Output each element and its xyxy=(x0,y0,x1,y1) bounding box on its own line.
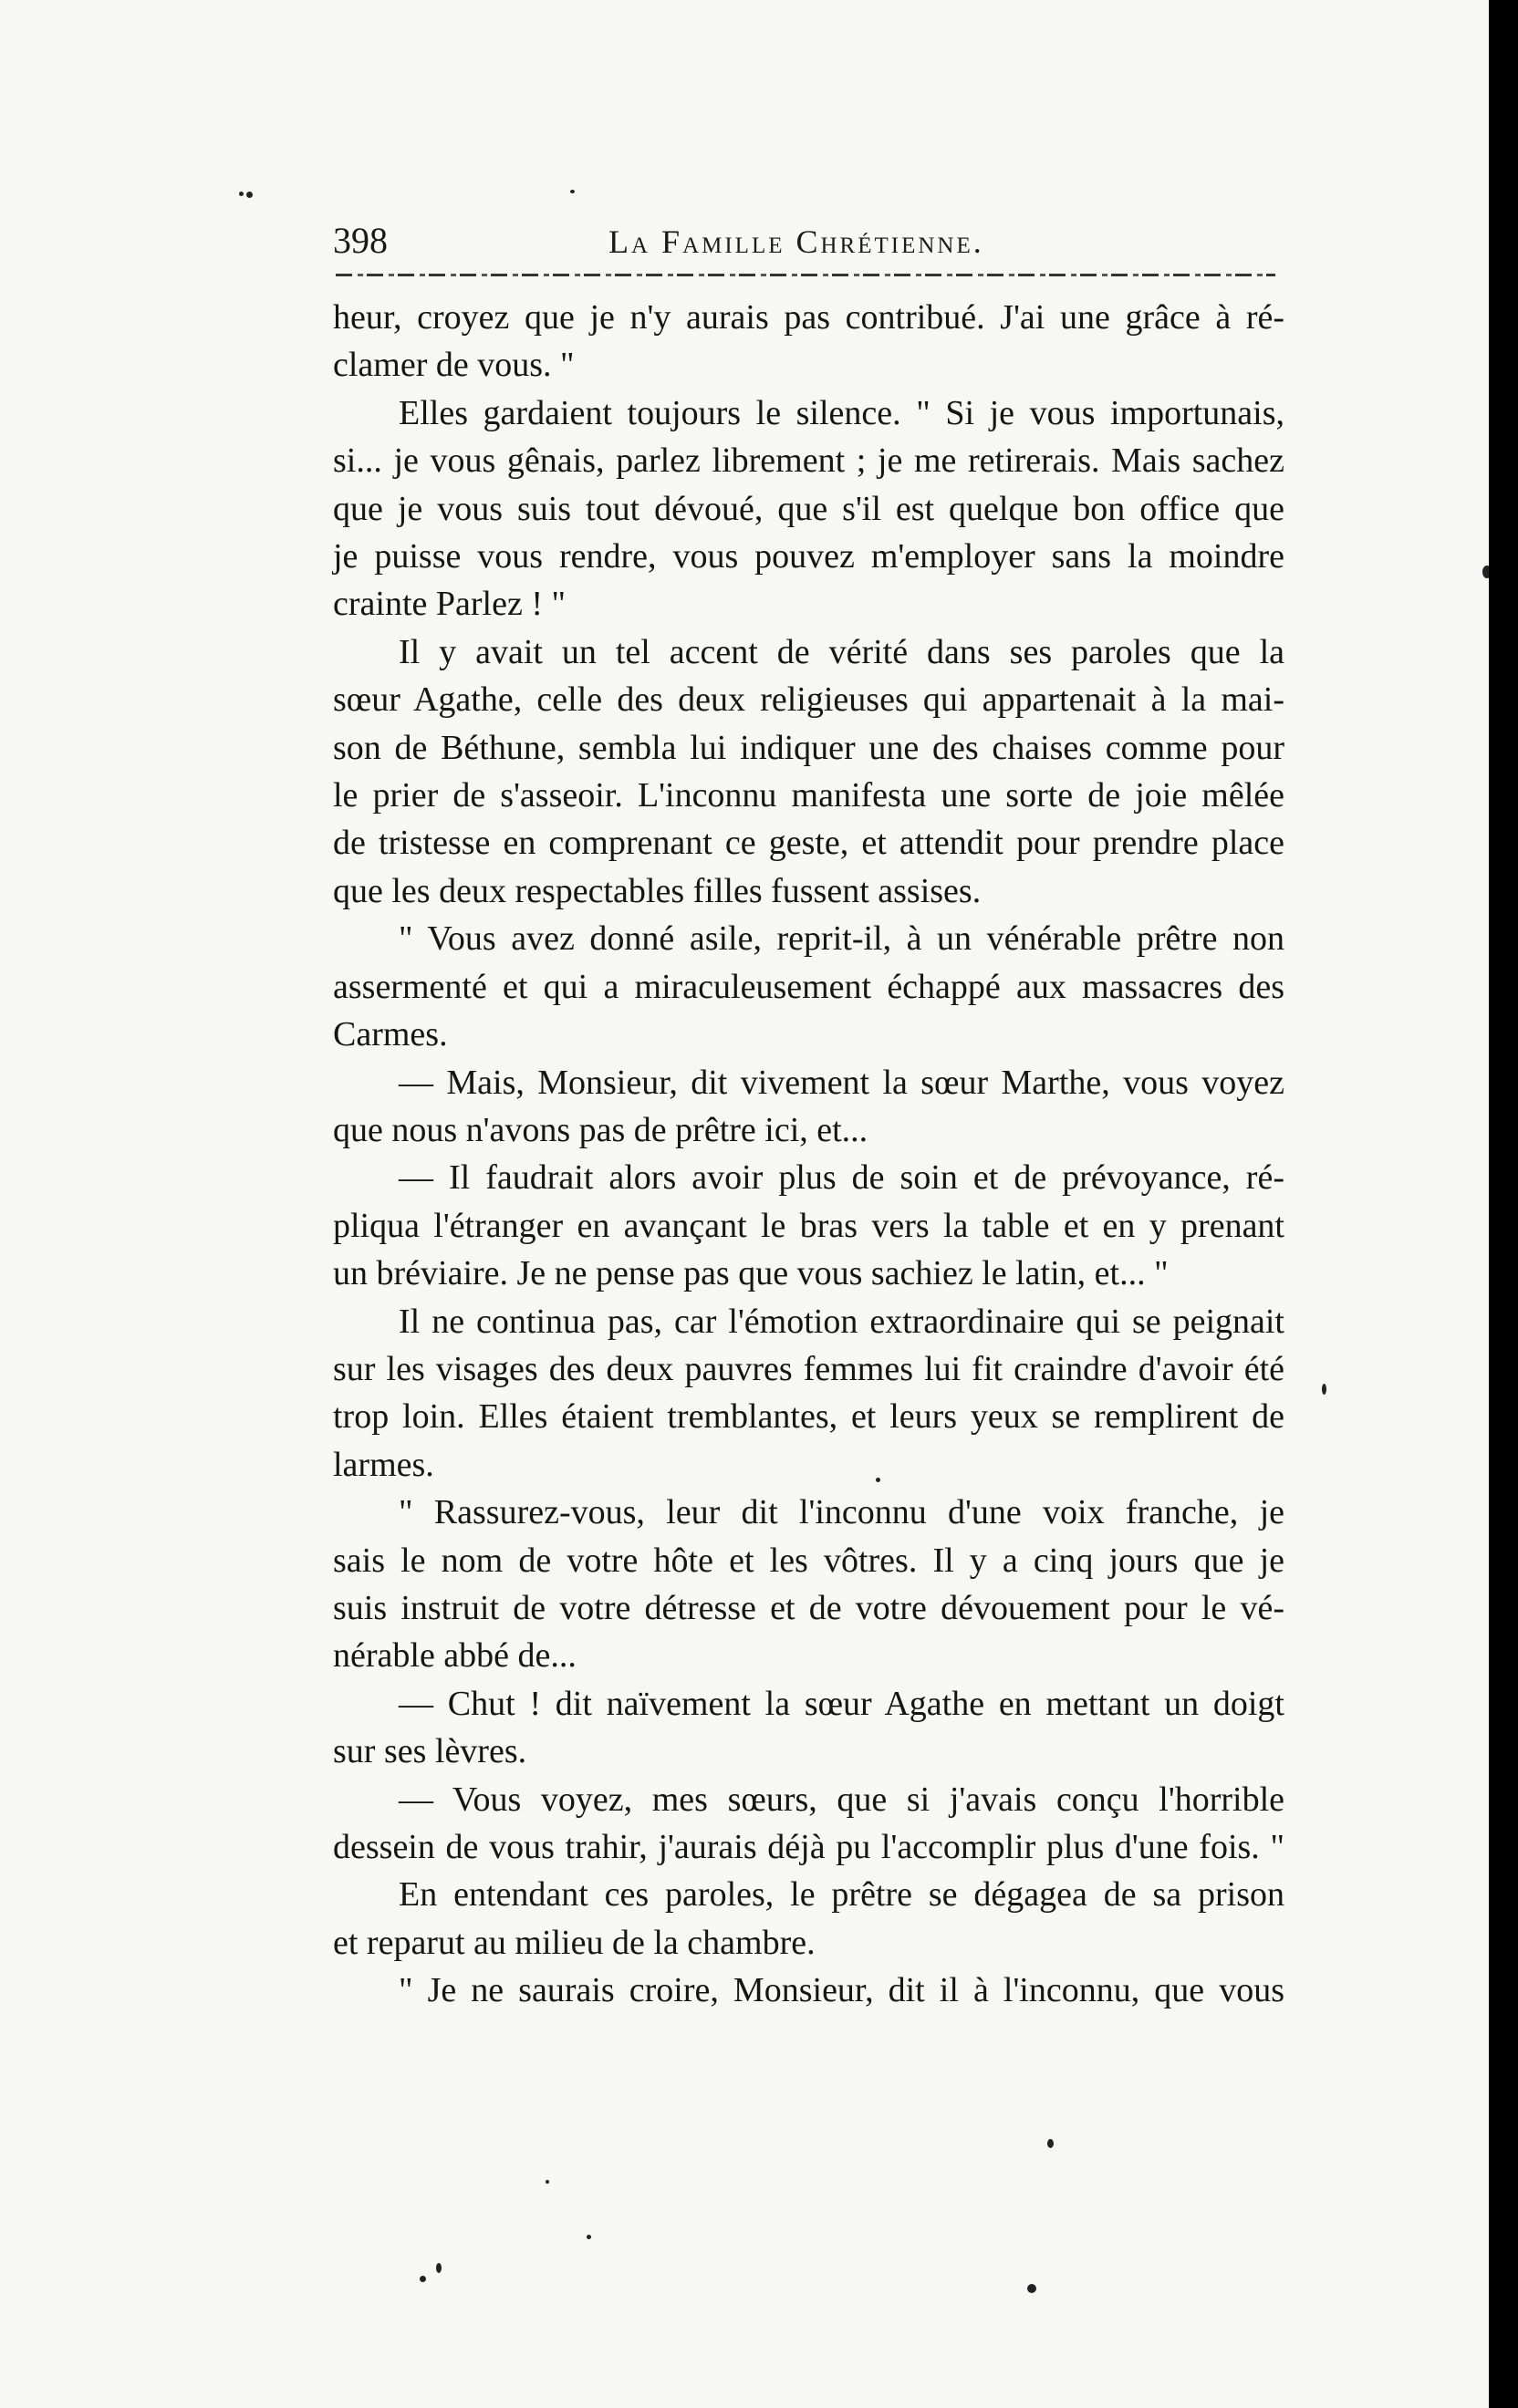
text-line: En entendant ces paroles, le prêtre se dégagea de sa prison xyxy=(399,1875,1284,1915)
text-line: sœur Agathe, celle des deux religieuses qui appartenait à la mai- xyxy=(333,680,1284,720)
text-line: " Vous avez donné asile, reprit-il, à un vénérable prêtre non xyxy=(399,919,1284,959)
ink-speck xyxy=(570,190,575,193)
ink-speck xyxy=(420,2276,426,2282)
text-line: de tristesse en comprenant ce geste, et attendit pour prendre place xyxy=(333,824,1284,863)
text-line: que nous n'avons pas de prêtre ici, et... xyxy=(333,1110,868,1149)
text-line: crainte Parlez ! " xyxy=(333,585,566,624)
text-line: — Chut ! dit naïvement la sœur Agathe en mettant un doigt xyxy=(399,1684,1284,1723)
ink-speck xyxy=(1047,2139,1054,2148)
text-line: — Mais, Monsieur, dit vivement la sœur Marthe, vous voyez xyxy=(399,1063,1284,1102)
ink-speck xyxy=(246,192,253,198)
text-line: — Vous voyez, mes sœurs, que si j'avais conçu l'horrible xyxy=(399,1780,1284,1819)
text-line: clamer de vous. " xyxy=(333,346,575,385)
text-line: " Je ne saurais croire, Monsieur, dit il à l'inconnu, que vous xyxy=(399,1971,1284,2010)
text-line: trop loin. Elles étaient tremblantes, et leurs yeux se remplirent de xyxy=(333,1397,1284,1437)
text-line: je puisse vous rendre, vous pouvez m'employer sans la moindre xyxy=(333,537,1284,576)
text-line: pliqua l'étranger en avançant le bras vers la table et en y prenant xyxy=(333,1206,1284,1245)
text-line: sur les visages des deux pauvres femmes lui fit craindre d'avoir été xyxy=(333,1349,1284,1388)
text-line: heur, croyez que je n'y aurais pas contribué. J'ai une grâce à ré- xyxy=(333,298,1284,337)
text-line: " Rassurez-vous, leur dit l'inconnu d'une voix franche, je xyxy=(399,1493,1284,1532)
body-text xyxy=(333,294,1284,2015)
text-line: suis instruit de votre détresse et de votre dévouement pour le vé- xyxy=(333,1588,1284,1627)
text-line: sur ses lèvres. xyxy=(333,1732,527,1771)
ink-speck xyxy=(1027,2284,1036,2293)
text-line: Carmes. xyxy=(333,1015,448,1054)
text-line: Elles gardaient toujours le silence. " Si je vous importunais, xyxy=(399,393,1284,432)
scan-border xyxy=(1489,0,1518,2408)
text-line: son de Béthune, sembla lui indiquer une des chaises comme pour xyxy=(333,728,1284,767)
text-line: le prier de s'asseoir. L'inconnu manifesta une sorte de joie mêlée xyxy=(333,776,1284,815)
running-title: La Famille Chrétienne. xyxy=(608,223,984,260)
text-line: un bréviaire. Je ne pense pas que vous sachiez le latin, et... " xyxy=(333,1254,1169,1293)
ink-speck xyxy=(1322,1384,1326,1395)
text-line: dessein de vous trahir, j'aurais déjà pu l'accomplir plus d'une fois. " xyxy=(333,1828,1284,1866)
text-line: nérable abbé de... xyxy=(333,1636,577,1676)
text-line: que les deux respectables filles fussent assises. xyxy=(333,871,982,910)
ink-speck xyxy=(546,2180,549,2184)
text-line: que je vous suis tout dévoué, que s'il est quelque bon office que xyxy=(333,489,1284,528)
page-header xyxy=(333,219,1291,265)
ink-speck xyxy=(239,192,244,196)
page-number: 398 xyxy=(333,220,388,261)
text-line: larmes. xyxy=(333,1445,434,1484)
text-line: assermenté et qui a miraculeusement échappé aux massacres des xyxy=(333,967,1284,1006)
ink-speck xyxy=(587,2235,591,2239)
text-line: Il ne continua pas, car l'émotion extraordinaire qui se peignait xyxy=(399,1302,1284,1341)
text-line: et reparut au milieu de la chambre. xyxy=(333,1923,816,1962)
header-rule xyxy=(336,274,1275,276)
ink-speck xyxy=(436,2263,442,2273)
text-line: Il y avait un tel accent de vérité dans ses paroles que la xyxy=(399,632,1284,671)
text-line: — Il faudrait alors avoir plus de soin et de prévoyance, ré- xyxy=(399,1158,1284,1198)
text-line: si... je vous gênais, parlez librement ; je me retirerais. Mais sachez xyxy=(333,441,1284,481)
text-line: sais le nom de votre hôte et les vôtres. Il y a cinq jours que je xyxy=(333,1541,1284,1580)
